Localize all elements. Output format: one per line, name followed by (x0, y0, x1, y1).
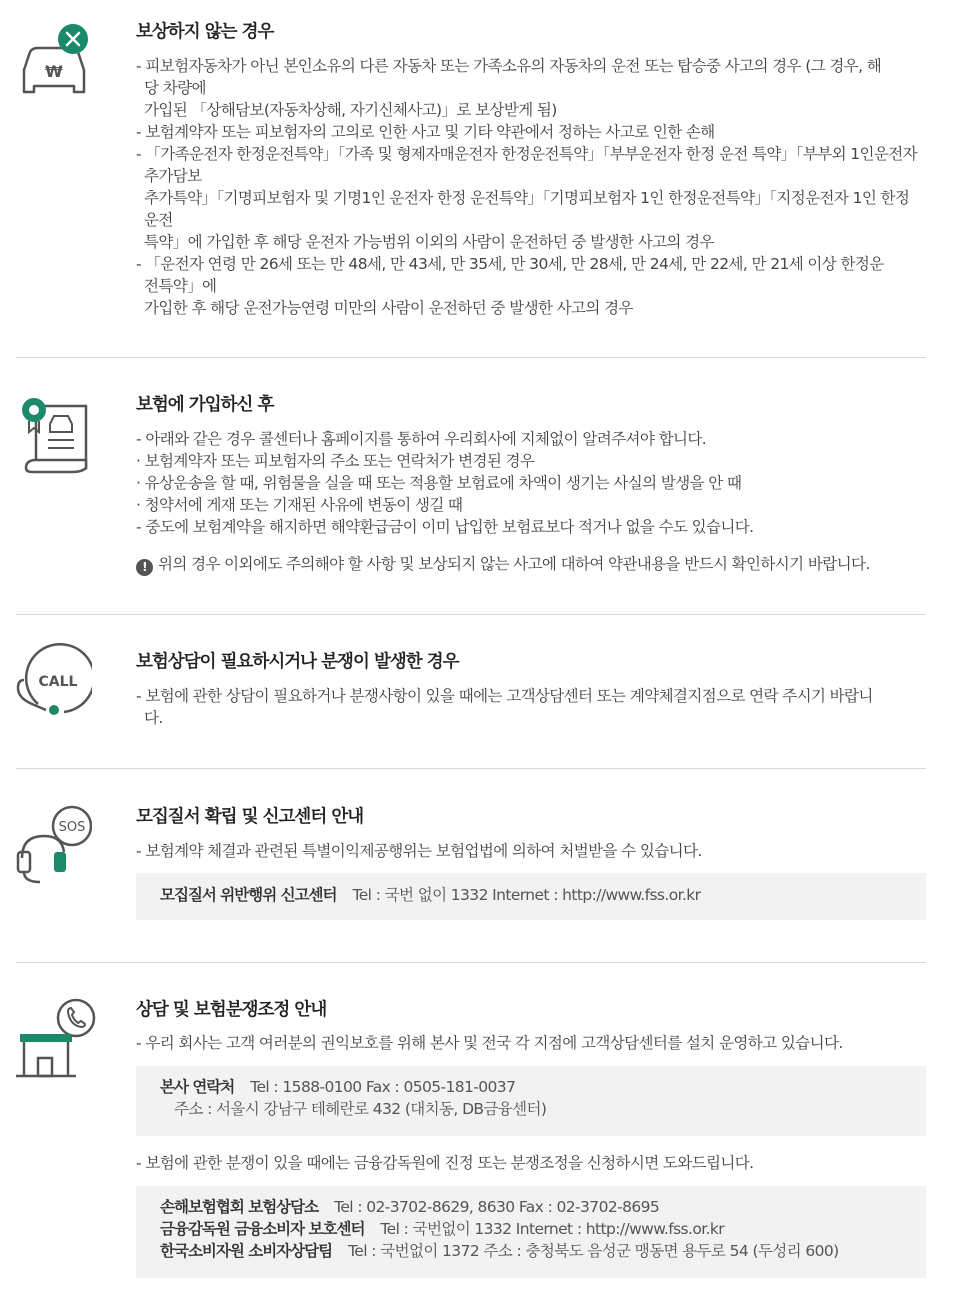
contact-label: 금융감독원 금융소비자 보호센터 (160, 1220, 365, 1238)
section-body (136, 428, 926, 538)
body-line: - 「가족운전자 한정운전특약」「가족 및 형제자매운전자 한정운전특약」「부부운전자 한정 운전 특약」「부부외 1인운전자 (136, 145, 918, 163)
notice-text (136, 553, 926, 575)
contact-label: 손해보험협회 보험상담소 (160, 1198, 319, 1216)
contact-label: 모집질서 위반행위 신고센터 (160, 886, 337, 904)
dispute-contacts-box (136, 1186, 926, 1278)
body-line: · 청약서에 게재 또는 기재된 사유에 변동이 생길 때 (136, 496, 463, 514)
body-line: 운전 (144, 211, 173, 229)
contact-row (160, 1240, 926, 1262)
body-line: · 유상운송을 할 때, 위험물을 실을 때 또는 적용할 보험료에 차액이 생기는 사실의 발생을 안 때 (136, 474, 742, 492)
contact-row (160, 884, 926, 906)
body-line: 당 차량에 (144, 79, 206, 97)
section-body (136, 840, 926, 862)
body-line: - 보험계약자 또는 피보험자의 고의로 인한 사고 및 기타 약관에서 정하는 사고로 인한 손해 (136, 123, 715, 141)
contact-row (160, 1098, 926, 1120)
body-line: 가입된 「상해담보(자동차상해, 자기신체사고)」로 보상받게 됨) (144, 101, 557, 119)
contact-text: Tel : 02-3702-8629, 8630 Fax : 02-3702-8695 (334, 1198, 660, 1216)
section-body (136, 1152, 926, 1174)
svg-text:SOS: SOS (58, 820, 86, 835)
body-line: - 보험에 관한 상담이 필요하거나 분쟁사항이 있을 때에는 고객상담센터 또는 계약체결지점으로 연락 주시기 바랍니 (136, 687, 873, 705)
contact-text: 주소 : 서울시 강남구 테헤란로 432 (대치동, DB금융센터) (174, 1100, 547, 1118)
section-divider (16, 962, 926, 963)
section-body (136, 685, 926, 729)
body-line: - 우리 회사는 고객 여러분의 권익보호를 위해 본사 및 전국 각 지점에 고객상담센터를 설치 운영하고 있습니다. (136, 1034, 843, 1052)
body-line: - 보험에 관한 분쟁이 있을 때에는 금융감독원에 진정 또는 분쟁조정을 신청하시면 도와드립니다. (136, 1154, 754, 1172)
svg-text:₩: ₩ (45, 62, 63, 81)
report-center-box (136, 873, 926, 920)
contact-label: 한국소비자원 소비자상담팀 (160, 1242, 333, 1260)
section-body (136, 1032, 926, 1054)
body-line: 다. (144, 709, 163, 727)
section-title: 보험상담이 필요하시거나 분쟁이 발생한 경우 (136, 652, 459, 672)
head-office-box (136, 1066, 926, 1136)
contact-row (160, 1076, 926, 1098)
body-line: - 「운전자 연령 만 26세 또는 만 48세, 만 43세, 만 35세, 만 30세, 만 28세, 만 24세, 만 22세, 만 21세 이상 한정운 (136, 255, 884, 273)
contact-row (160, 1196, 926, 1218)
contact-text: Tel : 1588-0100 Fax : 0505-181-0037 (250, 1078, 516, 1096)
body-line: - 중도에 보험계약을 해지하면 해약환급금이 이미 납입한 보험료보다 적거나 없을 수도 있습니다. (136, 518, 754, 536)
contact-text: Tel : 국번없이 1372 주소 : 충청북도 음성군 맹동면 용두로 54 (두성리 600) (348, 1242, 839, 1260)
body-line: - 피보험자동차가 아닌 본인소유의 다른 자동차 또는 가족소유의 자동차의 운전 또는 탑승중 사고의 경우 (그 경우, 해 (136, 57, 882, 75)
alert-icon: ! (136, 559, 153, 576)
body-line: - 보험계약 체결과 관련된 특별이익제공행위는 보험업법에 의하여 처벌받을 수 있습니다. (136, 842, 702, 860)
section-body (136, 55, 926, 319)
body-line: 추가담보 (144, 167, 202, 185)
contact-text: Tel : 국번없이 1332 Internet : http://www.fss.or.kr (380, 1220, 725, 1238)
svg-text:CALL: CALL (38, 674, 78, 690)
certificate-car-icon (16, 394, 92, 474)
section-divider (16, 357, 926, 358)
body-line: · 보험계약자 또는 피보험자의 주소 또는 연락처가 변경된 경우 (136, 452, 535, 470)
notice-label: 위의 경우 이외에도 주의해야 할 사항 및 보상되지 않는 사고에 대하여 약관내용을 반드시 확인하시기 바랍니다. (158, 555, 870, 573)
body-line: - 아래와 같은 경우 콜센터나 홈페이지를 통하여 우리회사에 지체없이 알려주셔야 합니다. (136, 430, 707, 448)
car-won-cancel-icon (16, 22, 92, 102)
section-divider (16, 614, 926, 615)
body-line: 가입한 후 해당 운전가능연령 미만의 사람이 운전하던 중 발생한 사고의 경우 (144, 299, 633, 317)
section-title: 상담 및 보험분쟁조정 안내 (136, 1000, 327, 1020)
body-line: 추가특약」「기명피보험자 및 기명1인 운전자 한정 운전특약」「기명피보험자 1인 한정운전특약」「지정운전자 1인 한정 (144, 189, 910, 207)
body-line: 전특약」에 (144, 277, 217, 295)
section-title: 보상하지 않는 경우 (136, 22, 274, 42)
contact-row (160, 1218, 926, 1240)
contact-text: Tel : 국번 없이 1332 Internet : http://www.fss.or.kr (352, 886, 701, 904)
sos-headset-icon (16, 800, 92, 880)
body-line: 특약」에 가입한 후 해당 운전자 가능범위 이외의 사람이 운전하던 중 발생한 사고의 경우 (144, 233, 714, 251)
section-title: 모집질서 확립 및 신고센터 안내 (136, 807, 364, 827)
call-headset-icon (16, 642, 92, 722)
section-title: 보험에 가입하신 후 (136, 395, 274, 415)
contact-label: 본사 연락처 (160, 1078, 235, 1096)
phone-building-icon (16, 996, 92, 1076)
section-divider (16, 768, 926, 769)
